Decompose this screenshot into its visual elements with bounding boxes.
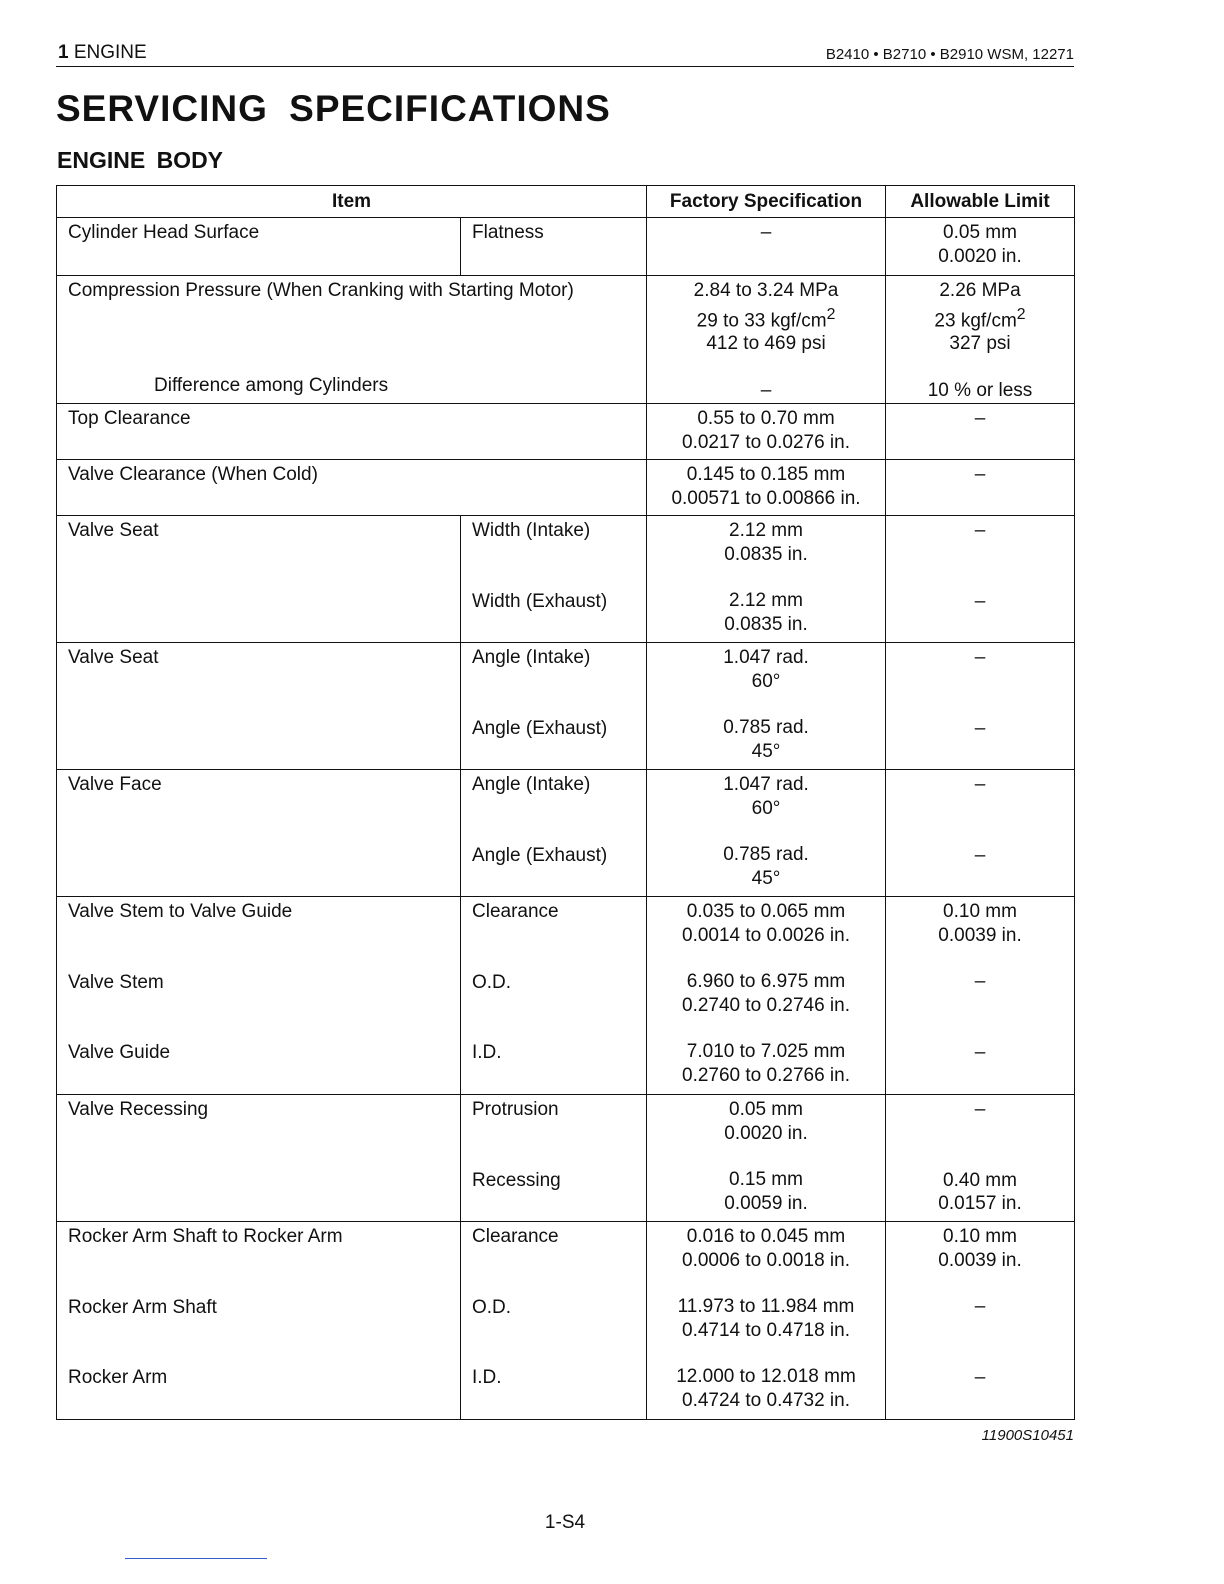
spec-cell: 2.12 mm 0.0835 in. 2.12 mm 0.0835 in.	[647, 516, 886, 643]
table-row	[57, 1095, 1075, 1222]
item-cell: Valve Recessing	[57, 1095, 461, 1222]
limit-cell: – –	[886, 643, 1075, 770]
divider	[125, 1558, 267, 1559]
table-row	[57, 460, 1075, 516]
section-label: 1 ENGINE	[58, 42, 147, 63]
spec-cell: 1.047 rad. 60° 0.785 rad. 45°	[647, 643, 886, 770]
item-cell: Valve Seat	[57, 643, 461, 770]
spec-cell: 0.145 to 0.185 mm 0.00571 to 0.00866 in.	[647, 460, 886, 516]
spec-cell: 0.55 to 0.70 mm 0.0217 to 0.0276 in.	[647, 404, 886, 460]
document-reference: B2410 • B2710 • B2910 WSM, 12271	[825, 46, 1074, 63]
page-title: SERVICING SPECIFICATIONS	[56, 88, 611, 129]
table-row	[57, 404, 1075, 460]
page-number: 1-S4	[544, 1512, 586, 1533]
limit-cell: – 0.40 mm 0.0157 in.	[886, 1095, 1075, 1222]
table-row	[57, 1222, 1075, 1420]
limit-cell: –	[886, 460, 1075, 516]
limit-cell: – –	[886, 516, 1075, 643]
item-cell: Valve Clearance (When Cold)	[57, 460, 647, 516]
item-cell: Valve Face	[57, 770, 461, 897]
limit-cell: 0.10 mm 0.0039 in. – –	[886, 897, 1075, 1095]
spec-cell: 2.84 to 3.24 MPa 29 to 33 kgf/$cm^2$ 412 to 469 psi –	[647, 276, 886, 404]
sub-item-cell: Clearance O.D. I.D.	[461, 897, 647, 1095]
item-cell: Valve Stem to Valve Guide Valve Stem Valve Guide	[57, 897, 461, 1095]
sub-item-cell: Protrusion Recessing	[461, 1095, 647, 1222]
table-row	[57, 276, 1075, 404]
table-row	[57, 516, 1075, 643]
header-factory-spec: Factory Specification	[647, 186, 886, 218]
spec-cell: 0.035 to 0.065 mm 0.0014 to 0.0026 in. 6.960 to 6.975 mm 0.2740 to 0.2746 in. 7.010 to 7.025 mm 0.2760 to 0.2766 in.	[647, 897, 886, 1095]
header-item: Item	[57, 186, 647, 218]
spec-cell: 1.047 rad. 60° 0.785 rad. 45°	[647, 770, 886, 897]
item-cell: Rocker Arm Shaft to Rocker Arm Rocker Arm Shaft Rocker Arm	[57, 1222, 461, 1420]
limit-cell: –	[886, 404, 1075, 460]
limit-cell: – –	[886, 770, 1075, 897]
item-cell: Valve Seat	[57, 516, 461, 643]
page-header	[56, 42, 1074, 67]
table-header-row	[57, 186, 1075, 218]
table-row	[57, 643, 1075, 770]
spec-table	[56, 185, 1075, 1420]
limit-cell: 0.05 mm 0.0020 in.	[886, 218, 1075, 276]
spec-cell: 0.05 mm 0.0020 in. 0.15 mm 0.0059 in.	[647, 1095, 886, 1222]
spec-cell: –	[647, 218, 886, 276]
sub-item-cell: Angle (Intake) Angle (Exhaust)	[461, 643, 647, 770]
item-cell: Cylinder Head Surface	[57, 218, 461, 276]
limit-cell: 0.10 mm 0.0039 in. – –	[886, 1222, 1075, 1420]
sub-item-cell: Angle (Intake) Angle (Exhaust)	[461, 770, 647, 897]
table-row	[57, 218, 1075, 276]
header-allowable-limit: Allowable Limit	[886, 186, 1075, 218]
sub-item-cell: Clearance O.D. I.D.	[461, 1222, 647, 1420]
sub-item-cell: Width (Intake) Width (Exhaust)	[461, 516, 647, 643]
table-row	[57, 770, 1075, 897]
sub-item-cell: Flatness	[461, 218, 647, 276]
item-cell: Top Clearance	[57, 404, 647, 460]
section-subtitle: ENGINE BODY	[57, 147, 224, 173]
spec-cell: 0.016 to 0.045 mm 0.0006 to 0.0018 in. 11.973 to 11.984 mm 0.4714 to 0.4718 in. 12.000 to 12.018 mm 0.4724 to 0.4732 in.	[647, 1222, 886, 1420]
table-row	[57, 897, 1075, 1095]
limit-cell: 2.26 MPa 23 kgf/$cm^2$ 327 psi 10 % or less	[886, 276, 1075, 404]
item-cell: Compression Pressure (When Cranking with Starting Motor) Difference among Cylinders	[57, 276, 647, 404]
figure-code: 11900S10451	[981, 1427, 1074, 1444]
